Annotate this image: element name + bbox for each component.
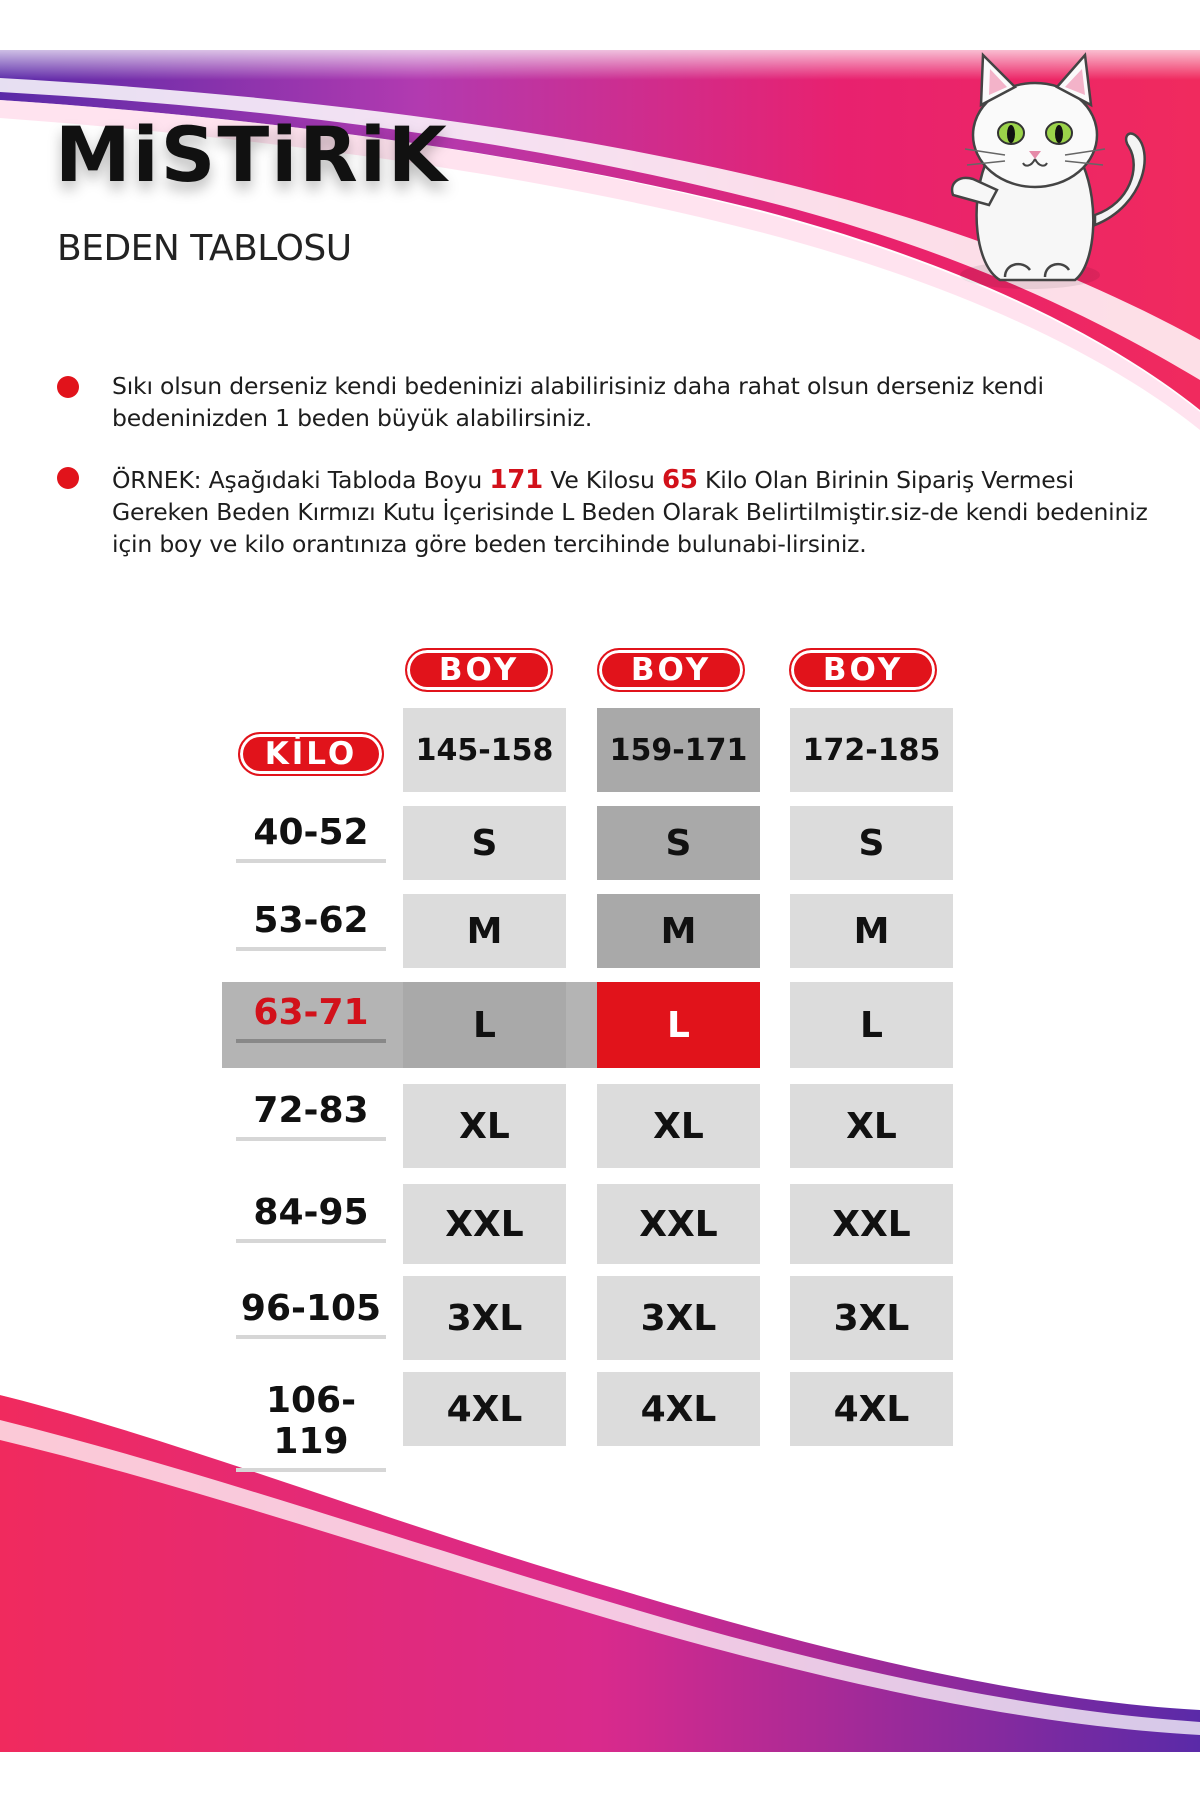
height-range-cell: 159-171	[597, 708, 760, 792]
size-cell: XXL	[790, 1184, 953, 1264]
note-example-part: ÖRNEK: Aşağıdaki Tabloda Boyu	[112, 466, 490, 494]
size-cell: M	[790, 894, 953, 968]
size-cell: S	[403, 806, 566, 880]
size-cell: 3XL	[403, 1276, 566, 1360]
size-cell: M	[597, 894, 760, 968]
boy-header-2: BOY	[597, 648, 745, 692]
size-cell: XXL	[403, 1184, 566, 1264]
page-subtitle: BEDEN TABLOSU	[57, 228, 352, 269]
boy-header-3: BOY	[789, 648, 937, 692]
weight-range-label: 40-52	[236, 812, 386, 863]
size-cell: XL	[790, 1084, 953, 1168]
weight-range-label: 96-105	[236, 1288, 386, 1339]
brand-logo: MiSTiRiK	[55, 110, 449, 199]
note-example-part: Kilo Olan Birinin Sipariş Vermesi Gereken Beden Kırmızı Kutu İçerisinde L Beden Olarak Belirtilmiştir.siz-de kendi bedeniniz için boy ve kilo orantınıza göre beden tercihinde bulunabi-lirsiniz.	[112, 466, 1148, 558]
size-cell: XXL	[597, 1184, 760, 1264]
height-range-cell: 172-185	[790, 708, 953, 792]
size-cell: M	[403, 894, 566, 968]
bullet-icon	[57, 376, 79, 398]
boy-header-1: BOY	[405, 648, 553, 692]
size-cell: 4XL	[790, 1372, 953, 1446]
size-cell: L	[790, 982, 953, 1068]
example-weight-value: 65	[661, 465, 698, 495]
weight-range-label: 106-119	[236, 1380, 386, 1472]
size-cell: L	[403, 982, 566, 1068]
weight-range-label: 84-95	[236, 1192, 386, 1243]
size-cell: 3XL	[790, 1276, 953, 1360]
size-cell: 4XL	[597, 1372, 760, 1446]
size-cell-selected: L	[597, 982, 760, 1068]
size-cell: S	[790, 806, 953, 880]
bullet-icon	[57, 467, 79, 489]
note-sizing-tip: Sıkı olsun derseniz kendi bedeninizi alabilirisiniz daha rahat olsun derseniz kendi bedeninizden 1 beden büyük alabilirsiniz.	[112, 372, 1044, 432]
size-cell: XL	[597, 1084, 760, 1168]
example-height-value: 171	[489, 465, 544, 495]
kilo-header: KİLO	[238, 732, 384, 776]
size-cell: 3XL	[597, 1276, 760, 1360]
weight-range-label: 72-83	[236, 1090, 386, 1141]
note-example-part: Ve Kilosu	[543, 466, 662, 494]
size-cell: 4XL	[403, 1372, 566, 1446]
weight-range-label-selected: 63-71	[236, 992, 386, 1043]
size-cell: XL	[403, 1084, 566, 1168]
size-cell: S	[597, 806, 760, 880]
weight-range-label: 53-62	[236, 900, 386, 951]
height-range-cell: 145-158	[403, 708, 566, 792]
note-example	[112, 464, 1152, 560]
